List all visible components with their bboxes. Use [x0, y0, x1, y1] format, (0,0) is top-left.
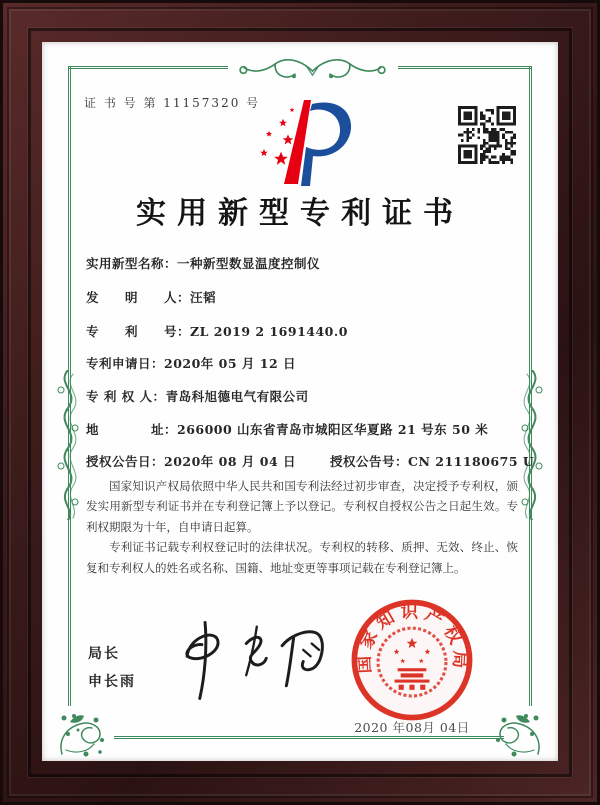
- field-row-address: [86, 420, 526, 438]
- certificate-paper: [42, 42, 558, 761]
- field-value: 2020年 08 月 04 日: [164, 454, 297, 469]
- cnipa-logo-icon: [254, 98, 354, 190]
- grant-date: [86, 454, 296, 469]
- legal-text: [86, 476, 518, 578]
- top-flourish-ornament: [230, 50, 395, 88]
- field-row-inventor: [86, 288, 526, 306]
- green-border-top-right-segment: [398, 66, 532, 69]
- field-label: 授权公告号：: [330, 454, 409, 469]
- field-label: 地 址：: [86, 422, 178, 437]
- legal-paragraph-2: 专利证书记载专利权登记时的法律状况。专利权的转移、质押、无效、终止、恢复和专利权人的姓名或名称、国籍、地址变更等事项记载在专利登记簿上。: [86, 540, 518, 575]
- field-row-name: [86, 254, 526, 272]
- signer-title: 局长: [88, 646, 120, 662]
- field-value: ZL 2019 2 1691440.0: [190, 324, 348, 339]
- corner-floral-right: [494, 710, 544, 760]
- corner-floral-left: [56, 710, 106, 760]
- signer-block: [88, 640, 136, 696]
- green-border-bottom: [114, 736, 504, 739]
- green-border-top-left-segment: [68, 66, 228, 69]
- field-row-patentee: [86, 387, 526, 405]
- field-row-patent-number: [86, 322, 526, 340]
- field-value: 2020年 05 月 12 日: [164, 356, 297, 371]
- field-label: 发 明 人：: [86, 290, 191, 305]
- certificate-title: 实用新型专利证书: [136, 196, 464, 231]
- field-value: CN 211180675 U: [408, 454, 535, 469]
- field-value: 一种新型数显温度控制仪: [177, 256, 321, 271]
- field-value: 266000 山东省青岛市城阳区华夏路 21 号东 50 米: [177, 422, 489, 437]
- legal-paragraph-1: 国家知识产权局依照中华人民共和国专利法经过初步审查，决定授予专利权，颁发实用新型专利证书并在专利登记簿上予以登记。专利权自授权公告之日起生效。专利权期限为十年，自申请日起算。: [86, 479, 518, 534]
- field-row-filing-date: [86, 354, 526, 372]
- seal-text: 国家知识产权局: [354, 602, 470, 674]
- field-value: 汪韬: [190, 290, 217, 305]
- field-label: 专 利 权 人：: [86, 389, 166, 404]
- cnipa-red-seal-icon: [340, 588, 484, 736]
- grant-number: [330, 452, 534, 470]
- field-label: 专 利 号：: [86, 324, 191, 339]
- seal-date: 2020 年08月 04日: [354, 720, 470, 735]
- left-vine-ornament: [48, 370, 88, 520]
- field-value: 青岛科旭德电气有限公司: [165, 389, 309, 404]
- field-label: 实用新型名称：: [86, 256, 178, 271]
- qr-code-icon: [458, 106, 516, 168]
- field-row-grant: [86, 452, 535, 470]
- field-label: 授权公告日：: [86, 454, 165, 469]
- handwritten-signature-icon: [157, 614, 327, 713]
- signer-name: 申长雨: [88, 674, 136, 690]
- field-label: 专利申请日：: [86, 356, 165, 371]
- certificate-number: 证 书 号 第 11157320 号: [84, 96, 261, 110]
